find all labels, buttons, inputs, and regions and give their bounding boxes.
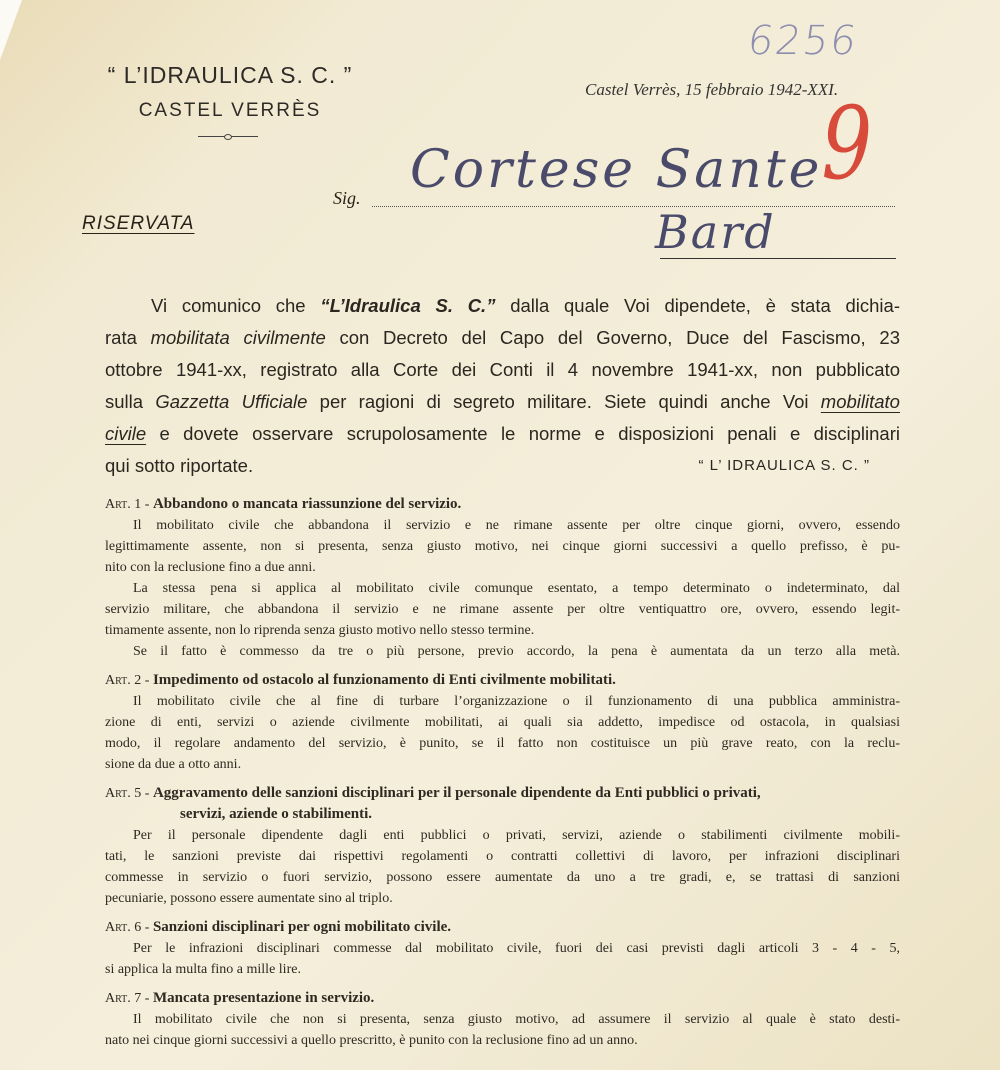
text: qui sotto riportate. — [105, 455, 254, 476]
torn-corner — [0, 0, 22, 60]
article-heading — [105, 494, 900, 515]
article-text-line: Se il fatto è commesso da tre o più persone, previo accordo, la pena è aumentata da un terzo alla metà. — [133, 644, 900, 659]
emphasis-text: mobilitata civilmente — [150, 327, 326, 348]
article-text-line: tati, le sanzioni previste dai rispettivi regolamenti o contratti collettivi di lavoro, per infrazioni disciplinari — [105, 849, 900, 864]
letter-date: Castel Verrès, 15 febbraio 1942-XXI. — [585, 80, 839, 99]
paragraph-line — [105, 386, 900, 418]
article-text-line: sione da due a otto anni. — [105, 757, 242, 772]
article-title: Impedimento od ostacolo al funzionamento di Enti civilmente mobilitati. — [152, 672, 616, 688]
paragraph-line — [105, 418, 900, 450]
red-handwritten-mark: 9 — [821, 85, 873, 202]
article-title: servizi, aziende o stabilimenti. — [180, 806, 373, 822]
recipient-name-handwritten: Cortese Sante — [410, 140, 823, 200]
underlined-text: civile — [105, 423, 147, 444]
article-heading — [105, 670, 900, 691]
underlined-text: mobilitato — [820, 391, 900, 412]
main-paragraph — [105, 290, 900, 482]
article-heading — [105, 783, 900, 804]
company-signature: “ L’ IDRAULICA S. C. ” — [698, 457, 870, 474]
article-text-line: La stessa pena si applica al mobilitato civile comunque esentato, a tempo determinato o indeterminato, dal — [133, 581, 900, 596]
paragraph-line — [105, 322, 900, 354]
article-text-line: commesse in servizio o fuori servizio, possono essere aumentate da uno a tre gradi, e, se trattasi di sanzioni — [105, 870, 900, 885]
company-name: “ L’IDRAULICA S. C. ” — [107, 62, 353, 88]
company-city: CASTEL VERRÈS — [138, 100, 322, 121]
article-number: Art. 6 - — [105, 920, 153, 935]
article-text-line: nito con la reclusione fino a due anni. — [105, 560, 316, 575]
article-title: Sanzioni disciplinari per ogni mobilitato civile. — [152, 919, 452, 935]
article-text-line: Il mobilitato civile che non si presenta, senza giusto motivo, ad assumere il servizio al quale è stato desti- — [133, 1012, 900, 1027]
text: con Decreto del Capo del Governo, Duce del Fascismo, 23 — [325, 327, 900, 348]
article-number: Art. 1 - — [105, 497, 153, 512]
article-text-line: Il mobilitato civile che al fine di turbare l’organizzazione o il funzionamento di una pubblica amministra- — [133, 694, 900, 709]
pencil-archive-number: 6256 — [744, 18, 862, 64]
article-text-line: nato nei cinque giorni successivi a quello prescritto, è punito con la reclusione fino ad un anno. — [105, 1033, 638, 1048]
article-text-line: Il mobilitato civile che abbandona il servizio e ne rimane assente per oltre cinque giorni, ovvero, essendo — [133, 518, 900, 533]
article-text-line: pecuniarie, possono essere aumentate sino al triplo. — [105, 891, 393, 906]
article-title-continued — [105, 804, 900, 825]
article-title: Abbandono o mancata riassunzione del servizio. — [152, 496, 462, 512]
article-number: Art. 5 - — [105, 786, 153, 801]
article-heading — [105, 917, 900, 938]
article-text-line: legittimamente assente, non si presenta, senza giusto motivo, nei cinque giorni successivi a quello prefisso, è pu- — [105, 539, 900, 554]
articles-section — [105, 494, 900, 1051]
header-divider — [198, 136, 258, 137]
article-title: Mancata presentazione in servizio. — [152, 990, 375, 1006]
article-text-line: Per le infrazioni disciplinari commesse dal mobilitato civile, fuori dei casi previsti dagli articoli 3 - 4 - 5, — [133, 941, 900, 956]
paragraph-line — [105, 450, 900, 482]
confidential-label: RISERVATA — [82, 213, 195, 234]
article-text-line: zione di enti, servizi o aziende civilmente mobilitati, ai quali sia addetto, impedisce od ostacola, in qualsiasi — [105, 715, 900, 730]
emphasis-text: Gazzetta Ufficiale — [155, 391, 308, 412]
text: e dovete osservare scrupolosamente le norme e disposizioni penali e disciplinari — [146, 423, 900, 444]
article-text-line: modo, il regolare andamento del servizio, è punito, se il fatto non costituisce un più grave reato, con la reclu- — [105, 736, 900, 751]
article-text-line: si applica la multa fino a mille lire. — [105, 962, 301, 977]
paragraph-line: ottobre 1941-xx, registrato alla Corte dei Conti il 4 novembre 1941-xx, non pubblicato — [105, 359, 900, 380]
article-text-line: timamente assente, non lo riprenda senza giusto motivo nello stesso termine. — [105, 623, 535, 638]
text: dalla quale Voi dipendete, è stata dichia- — [495, 295, 900, 316]
article-heading — [105, 988, 900, 1009]
text: Vi comunico che — [151, 295, 321, 316]
article-text-line: servizio militare, che abbandona il servizio e ne rimane assente per oltre ventiquattro ore, ovvero, essendo legit- — [105, 602, 900, 617]
recipient-dotted-line — [372, 206, 895, 207]
article-title: Aggravamento delle sanzioni disciplinari per il personale dipendente da Enti pubblici o privati, — [152, 785, 761, 801]
company-name-inline: “L’Idraulica S. C.” — [320, 295, 496, 316]
text: per ragioni di segreto militare. Siete quindi anche Voi — [307, 391, 821, 412]
text: rata — [105, 327, 151, 348]
recipient-prefix: Sig. — [333, 188, 361, 208]
article-number: Art. 7 - — [105, 991, 153, 1006]
text: sulla — [105, 391, 156, 412]
recipient-town-handwritten: Bard — [655, 205, 776, 259]
article-text-line: Per il personale dipendente dagli enti pubblici o privati, servizi, aziende o stabilimenti civilmente mobili- — [133, 828, 900, 843]
paragraph-line — [105, 290, 900, 322]
article-number: Art. 2 - — [105, 673, 153, 688]
recipient-underline — [660, 258, 896, 259]
